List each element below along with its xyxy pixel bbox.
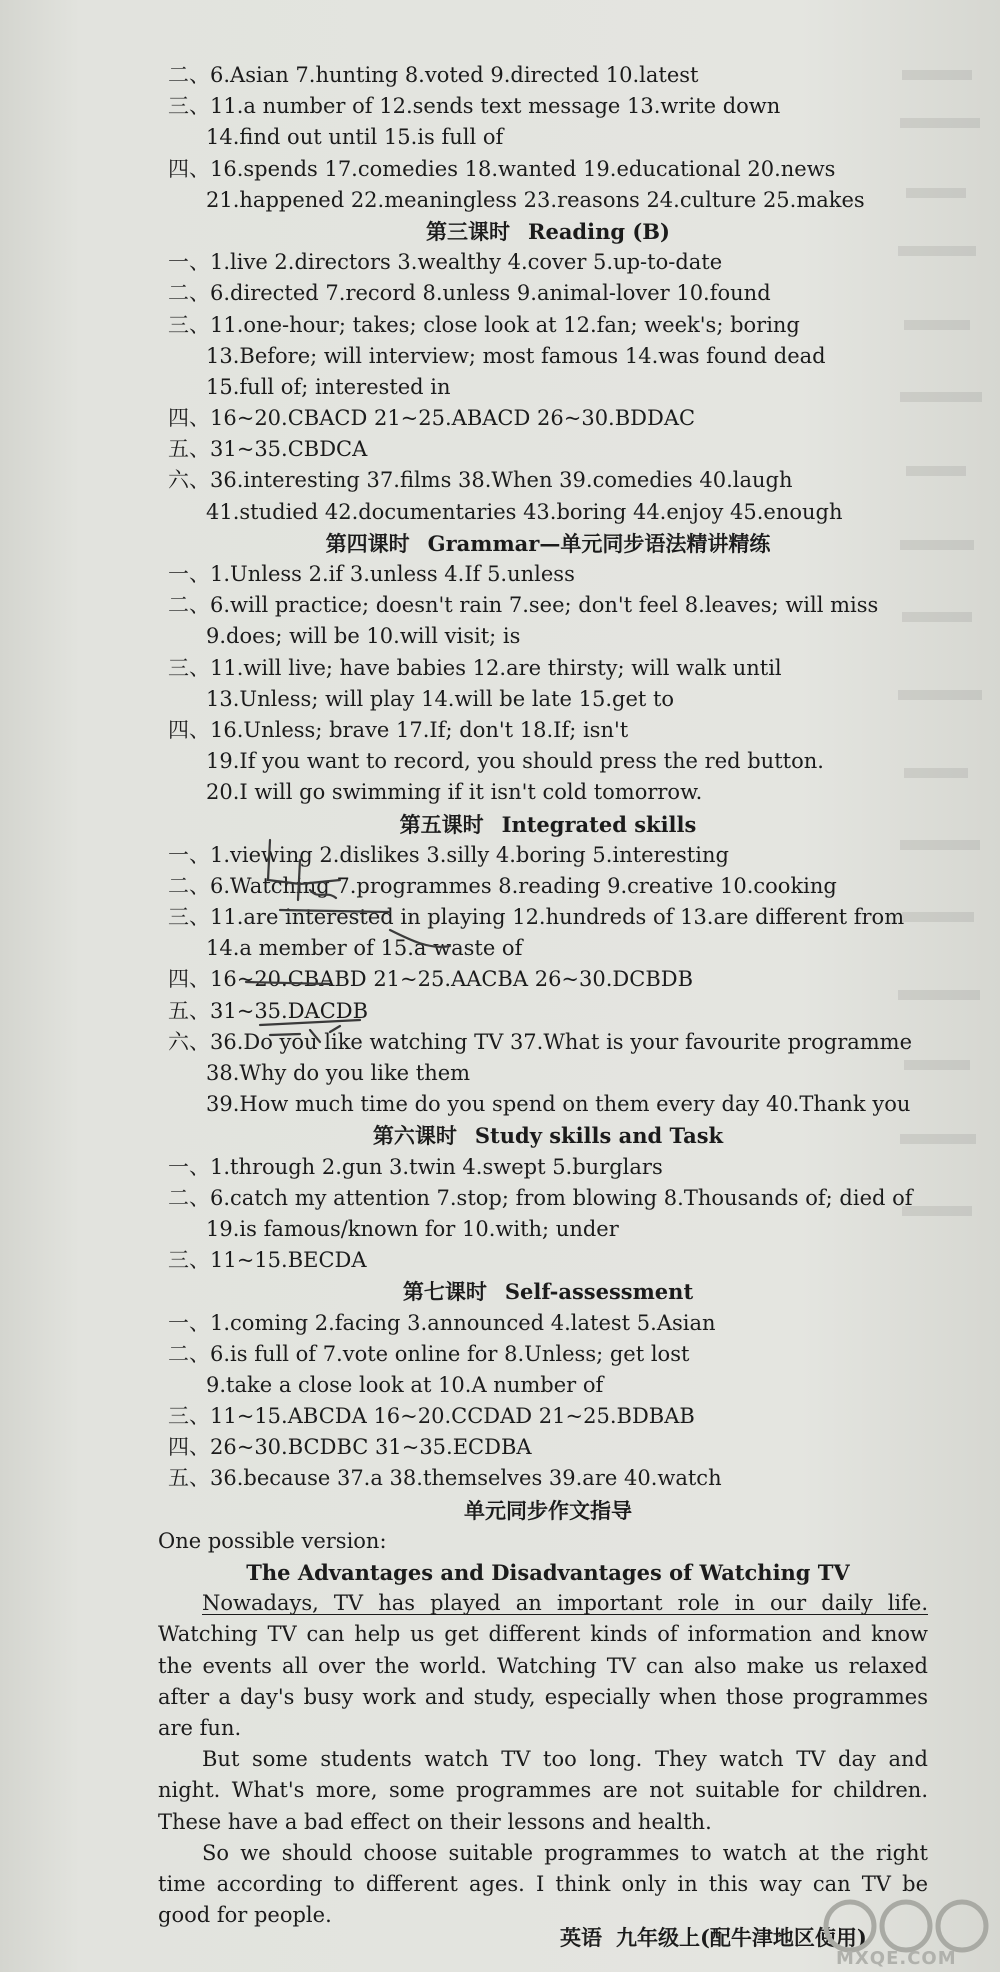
heading-en: Self-assessment: [504, 1279, 694, 1305]
answer-line: 19.is famous/known for 10.with; under: [206, 1216, 619, 1241]
section-heading-lesson-7: [168, 1276, 928, 1307]
answer-line: 一、1.through 2.gun 3.twin 4.swept 5.burglars: [168, 1154, 663, 1179]
answer-line: 14.a member of 15.a waste of: [206, 936, 523, 961]
answer-line: 14.find out until 15.is full of: [206, 125, 504, 150]
answer-line: 二、6.directed 7.record 8.unless 9.animal-lover 10.found: [168, 281, 771, 306]
answer-line: 二、6.will practice; doesn't rain 7.see; don't feel 8.leaves; will miss: [168, 593, 879, 618]
section-heading-lesson-5: [168, 809, 928, 840]
footer-grade: 九年级上(配牛津地区使用): [616, 1925, 867, 1950]
answer-line: 20.I will go swimming if it isn't cold tomorrow.: [206, 780, 703, 805]
section-heading-lesson-6: [168, 1120, 928, 1151]
answer-line: 9.take a close look at 10.A number of: [206, 1372, 604, 1397]
answer-line: 9.does; will be 10.will visit; is: [206, 624, 521, 649]
answer-content: [158, 60, 928, 1931]
answer-line: 38.Why do you like them: [206, 1061, 471, 1085]
answer-line: 二、6.Asian 7.hunting 8.voted 9.directed 10.latest: [168, 63, 699, 87]
answer-line: 二、6.is full of 7.vote online for 8.Unless; get lost: [168, 1341, 690, 1366]
answer-line: 13.Unless; will play 14.will be late 15.get to: [206, 686, 675, 711]
answer-line: 四、26~30.BCDBC 31~35.ECDBA: [168, 1435, 532, 1460]
answer-line: 13.Before; will interview; most famous 14.was found dead: [206, 343, 826, 368]
answer-line: 39.How much time do you spend on them every day 40.Thank you: [206, 1092, 911, 1117]
answer-line: 三、11.are interested in playing 12.hundreds of 13.are different from: [168, 905, 905, 930]
answer-line: 三、11.will live; have babies 12.are thirsty; will walk until: [168, 655, 782, 680]
answer-line: 一、1.live 2.directors 3.wealthy 4.cover 5.up-to-date: [168, 250, 723, 275]
answer-line: 四、16.Unless; brave 17.If; don't 18.If; isn't: [168, 717, 629, 742]
heading-cn: 第五课时: [399, 811, 484, 837]
answer-line: 三、11.a number of 12.sends text message 13.write down: [168, 94, 781, 119]
answer-line: 六、36.interesting 37.films 38.When 39.comedies 40.laugh: [168, 468, 793, 493]
section-heading-writing: 单元同步作文指导: [464, 1497, 632, 1523]
answer-line: 一、1.viewing 2.dislikes 3.silly 4.boring 5.interesting: [168, 842, 729, 867]
watermark-text: MXQE.COM: [836, 1948, 957, 1969]
answer-line: 三、11~15.ABCDA 16~20.CCDAD 21~25.BDBAB: [168, 1404, 695, 1429]
paragraph-text: Watching TV can help us get different kinds of information and know the events all over the world. Watching TV can also make us relaxed after a day's busy work and study, especially when those programmes are fun.: [158, 1622, 928, 1740]
section-heading-lesson-4: [168, 528, 928, 559]
answer-line: 四、16~20.CBABD 21~25.AACBA 26~30.DCBDB: [168, 967, 694, 992]
answer-line: 六、36.Do you like watching TV 37.What is your favourite programme: [168, 1029, 913, 1054]
essay-intro: One possible version:: [158, 1528, 387, 1553]
answer-line: 四、16.spends 17.comedies 18.wanted 19.educational 20.news: [168, 156, 836, 181]
answer-line: 21.happened 22.meaningless 23.reasons 24.culture 25.makes: [206, 187, 865, 212]
essay-paragraph-2: But some students watch TV too long. They watch TV day and night. What's more, some programmes are not suitable for children. These have a bad effect on their lessons and health.: [158, 1747, 928, 1834]
heading-cn: 第四课时: [325, 530, 410, 556]
answer-line: 一、1.Unless 2.if 3.unless 4.If 5.unless: [168, 562, 575, 586]
essay-title: The Advantages and Disadvantages of Watching TV: [246, 1560, 850, 1585]
footer-subject: 英语: [560, 1925, 602, 1950]
answer-line: 四、16~20.CBACD 21~25.ABACD 26~30.BDDAC: [168, 406, 696, 431]
essay-paragraph-3: So we should choose suitable programmes to watch at the right time according to different ages. I think only in this way can TV be good for people.: [158, 1840, 928, 1928]
section-heading-lesson-3: [168, 216, 928, 247]
answer-line: 一、1.coming 2.facing 3.announced 4.latest 5.Asian: [168, 1310, 716, 1335]
heading-cn: 第六课时: [372, 1123, 457, 1149]
heading-cn: 第七课时: [402, 1279, 487, 1305]
answer-line: 15.full of; interested in: [206, 374, 451, 399]
answer-line: 19.If you want to record, you should press the red button.: [206, 749, 824, 774]
answer-line: 二、6.Watching 7.programmes 8.reading 9.creative 10.cooking: [168, 873, 837, 898]
heading-en: Integrated skills: [501, 811, 697, 837]
answer-line: 五、36.because 37.a 38.themselves 39.are 40.watch: [168, 1466, 722, 1491]
answer-line: 二、6.catch my attention 7.stop; from blowing 8.Thousands of; died of: [168, 1185, 913, 1210]
answer-line: 三、11~15.BECDA: [168, 1248, 367, 1273]
heading-en: Study skills and Task: [474, 1123, 724, 1149]
essay-paragraph-1: [158, 1588, 928, 1744]
answer-line: 五、31~35.DACDB: [168, 998, 369, 1023]
heading-en: Reading (B): [528, 218, 670, 244]
answer-line: 41.studied 42.documentaries 43.boring 44.enjoy 45.enough: [206, 499, 843, 524]
heading-cn: 第三课时: [426, 218, 511, 244]
heading-en: Grammar—单元同步语法精讲精练: [427, 530, 771, 556]
answer-line: 五、31~35.CBDCA: [168, 437, 368, 462]
answer-line: 三、11.one-hour; takes; close look at 12.fan; week's; boring: [168, 312, 800, 337]
underlined-topic-sentence: Nowadays, TV has played an important role in our daily life.: [202, 1591, 928, 1616]
